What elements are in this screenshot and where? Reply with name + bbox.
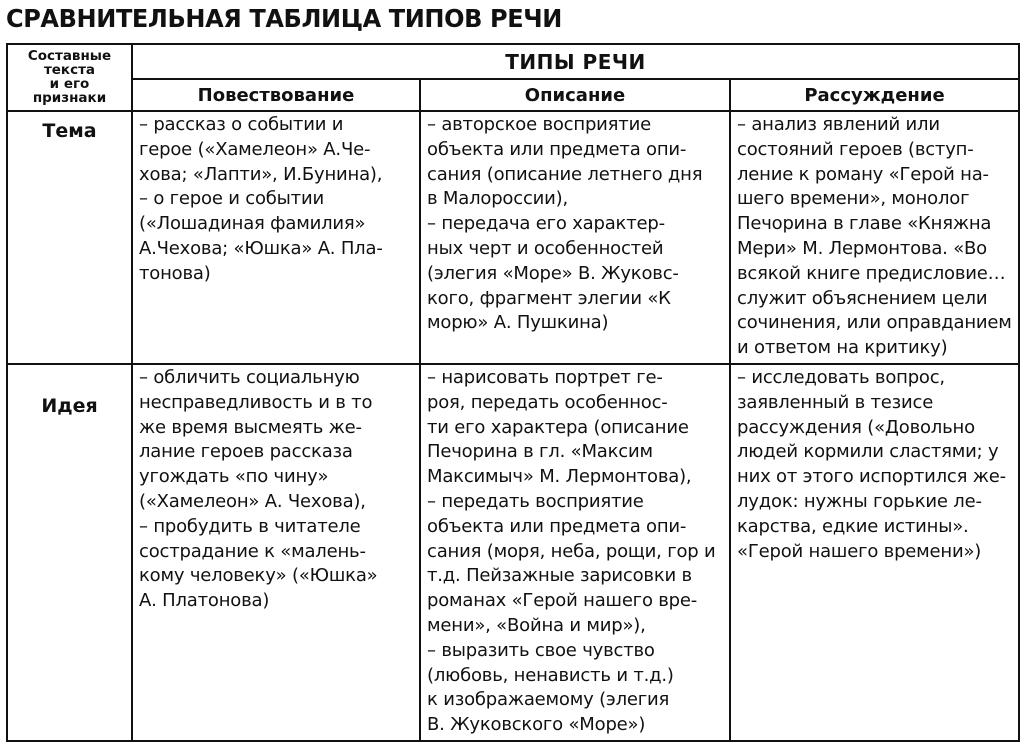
cell-text-line: шего времени», монолог [737,188,970,210]
cell-idea-narration [132,364,420,741]
cell-text-line: (элегия «Море» В. Жуковс- [427,262,679,284]
column-header-description: Описание [420,79,730,111]
cell-text-line: в Малороссии), [427,188,568,210]
cell-text-line: – обличить социальную [139,366,360,388]
cell-idea-reasoning [730,364,1019,741]
cell-text-line: А. Платонова) [139,590,270,612]
column-header-narration: Повествование [132,79,420,111]
cell-theme-description [420,111,730,364]
cell-text-line: объекта или предмета опи- [427,138,687,160]
cell-text-line: Печорина в главе «Княжна [737,213,992,235]
cell-text-line: сочинения, или оправданием [737,312,1012,334]
corner-line: признаки [32,90,107,106]
cell-text-line: лание героев рассказа [139,441,353,463]
cell-text-line: (любовь, ненависть и т.д.) [427,664,674,686]
cell-text-line: Максимыч» М. Лермонтова), [427,466,692,488]
cell-text-line: роя, передать особеннос- [427,391,668,413]
cell-theme-reasoning [730,111,1019,364]
cell-text-line: сания (описание летнего дня [427,163,703,185]
cell-text-line: – о герое и событии [139,188,324,210]
cell-text-line: них от этого испортился же- [737,466,1006,488]
cell-text-line: – передать восприятие [427,490,644,512]
cell-text-line: т.д. Пейзажные зарисовки в [427,565,692,587]
cell-text-line: сострадание к «малень- [139,540,366,562]
cell-theme-narration [132,111,420,364]
cell-text-line: – передача его характер- [427,213,665,235]
comparison-table [6,43,1020,742]
cell-text-line: герое («Хамелеон» А.Че- [139,138,371,160]
cell-text-line: к изображаемому (элегия [427,689,670,711]
table-row-theme [7,111,1019,364]
cell-text-line: тонова) [139,262,211,284]
cell-text-line: служит объяснением цели [737,287,988,309]
cell-text-line: хова; «Лапти», И.Бунина), [139,163,383,185]
cell-text-line: лудок: нужны горькие ле- [737,490,982,512]
cell-text-line: мени», «Война и мир»), [427,614,646,636]
cell-text-line: В. Жуковского «Море») [427,714,646,736]
speech-types-header: ТИПЫ РЕЧИ [132,44,1019,79]
cell-text-line: заявленный в тезисе [737,391,934,413]
cell-text-line: людей кормили сластями; у [737,441,999,463]
cell-text-line: сания (моря, неба, рощи, гор и [427,540,716,562]
cell-idea-description [420,364,730,741]
cell-text-line: несправедливость и в то [139,391,373,413]
cell-text-line: («Лошадиная фамилия» [139,213,366,235]
cell-text-line: – исследовать вопрос, [737,366,945,388]
cell-text-line: ление к роману «Герой на- [737,163,989,185]
cell-text-line: ти его характера (описание [427,416,689,438]
cell-text-line: Мери» М. Лермонтова. «Во [737,237,987,259]
corner-line: и его [49,76,90,92]
cell-text-line: ных черт и особенностей [427,237,664,259]
cell-text-line: морю» А. Пушкина) [427,312,609,334]
cell-text-line: А.Чехова; «Юшка» А. Пла- [139,237,383,259]
page-title: СРАВНИТЕЛЬНАЯ ТАБЛИЦА ТИПОВ РЕЧИ [6,4,562,33]
header-corner [7,44,132,111]
cell-text-line: – выразить свое чувство [427,639,655,661]
cell-text-line: рассуждения («Довольно [737,416,975,438]
cell-text-line: и ответом на критику) [737,337,948,359]
cell-text-line: же время высмеять же- [139,416,362,438]
cell-text-line: романах «Герой нашего вре- [427,590,698,612]
cell-text-line: («Хамелеон» А. Чехова), [139,490,366,512]
cell-text-line: – авторское восприятие [427,114,651,135]
column-header-reasoning: Рассуждение [730,79,1019,111]
cell-text-line: угождать «по чину» [139,466,329,488]
cell-text-line: состояний героев (вступ- [737,138,974,160]
cell-text-line: объекта или предмета опи- [427,515,687,537]
table-row-idea [7,364,1019,741]
cell-text-line: кого, фрагмент элегии «К [427,287,671,309]
corner-line: текста [43,62,96,78]
cell-text-line: карства, едкие истины». [737,515,969,537]
cell-text-line: Печорина в гл. «Максим [427,441,653,463]
row-label-idea: Идея [7,364,132,741]
cell-text-line: – нарисовать портрет ге- [427,366,663,388]
cell-text-line: всякой книге предисловие… [737,262,1006,284]
cell-text-line: «Герой нашего времени») [737,540,982,562]
cell-text-line: – пробудить в читателе [139,515,361,537]
cell-text-line: – рассказ о событии и [139,114,344,135]
cell-text-line: кому человеку» («Юшка» [139,565,378,587]
corner-line: Составные [27,48,112,64]
row-label-theme: Тема [7,111,132,364]
cell-text-line: – анализ явлений или [737,114,940,135]
